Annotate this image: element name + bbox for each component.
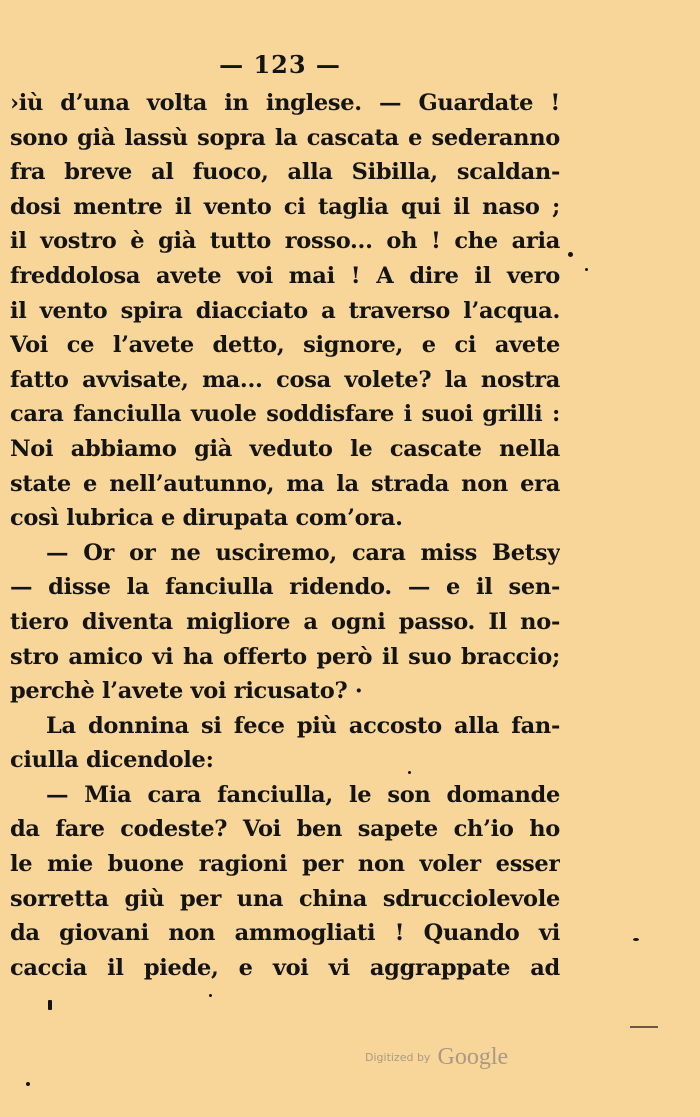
text-line: state e nell’autunno, ma la strada non era	[10, 470, 560, 497]
text-line: — Mia cara fanciulla, le son domande	[46, 781, 560, 808]
text-line: ciulla dicendole:	[10, 747, 214, 774]
text-line: La donnina si fece più accosto alla fan-	[46, 712, 560, 739]
scan-speck	[568, 252, 573, 257]
scan-margin-line	[630, 1026, 658, 1028]
text-line: freddolosa avete voi mai ! A dire il vero	[10, 262, 560, 289]
text-line: cara fanciulla vuole soddisfare i suoi grilli :	[10, 401, 560, 428]
text-line: tiero diventa migliore a ogni passo. Il no-	[10, 608, 560, 635]
scan-speck	[585, 268, 588, 271]
watermark-prefix: Digitized by	[365, 1051, 431, 1064]
text-line: dosi mentre il vento ci taglia qui il naso ;	[10, 193, 560, 220]
digitized-by-google-watermark	[365, 1044, 508, 1071]
scan-speck	[48, 1000, 52, 1010]
text-line: il vento spira diacciato a traverso l’acqua.	[10, 297, 560, 324]
text-line: stro amico vi ha offerto però il suo braccio;	[10, 643, 560, 670]
text-line: caccia il piede, e voi vi aggrappate ad	[10, 954, 560, 981]
page-number: — 123 —	[219, 50, 341, 79]
text-line: sorretta giù per una china sdrucciolevole	[10, 885, 560, 912]
text-line: Noi abbiamo già veduto le cascate nella	[10, 435, 560, 462]
text-line: fra breve al fuoco, alla Sibilla, scaldan-	[10, 159, 560, 186]
text-line: il vostro è già tutto rosso... oh ! che aria	[10, 228, 560, 255]
text-line: — disse la fanciulla ridendo. — e il sen-	[10, 574, 560, 601]
text-line: sono già lassù sopra la cascata e sederanno	[10, 124, 560, 151]
text-line: così lubrica e dirupata com’ora.	[10, 505, 403, 532]
page-text	[10, 86, 560, 985]
watermark-brand: Google	[437, 1044, 509, 1070]
text-line: da giovani non ammogliati ! Quando vi	[10, 920, 560, 947]
text-line: le mie buone ragioni per non voler esser	[10, 851, 560, 878]
scan-speck	[209, 994, 212, 997]
scan-speck	[633, 938, 639, 941]
text-line: perchè l’avete voi ricusato? ·	[10, 678, 363, 705]
text-line: — Or or ne usciremo, cara miss Betsy	[46, 539, 560, 566]
text-line: Voi ce l’avete detto, signore, e ci avete	[10, 332, 560, 359]
text-line: ›iù d’una volta in inglese. — Guardate !	[10, 90, 560, 116]
text-line: da fare codeste? Voi ben sapete ch’io ho	[10, 816, 560, 843]
scan-speck	[26, 1082, 30, 1086]
text-line: fatto avvisate, ma... cosa volete? la nostra	[10, 366, 560, 393]
scan-speck	[408, 771, 411, 774]
